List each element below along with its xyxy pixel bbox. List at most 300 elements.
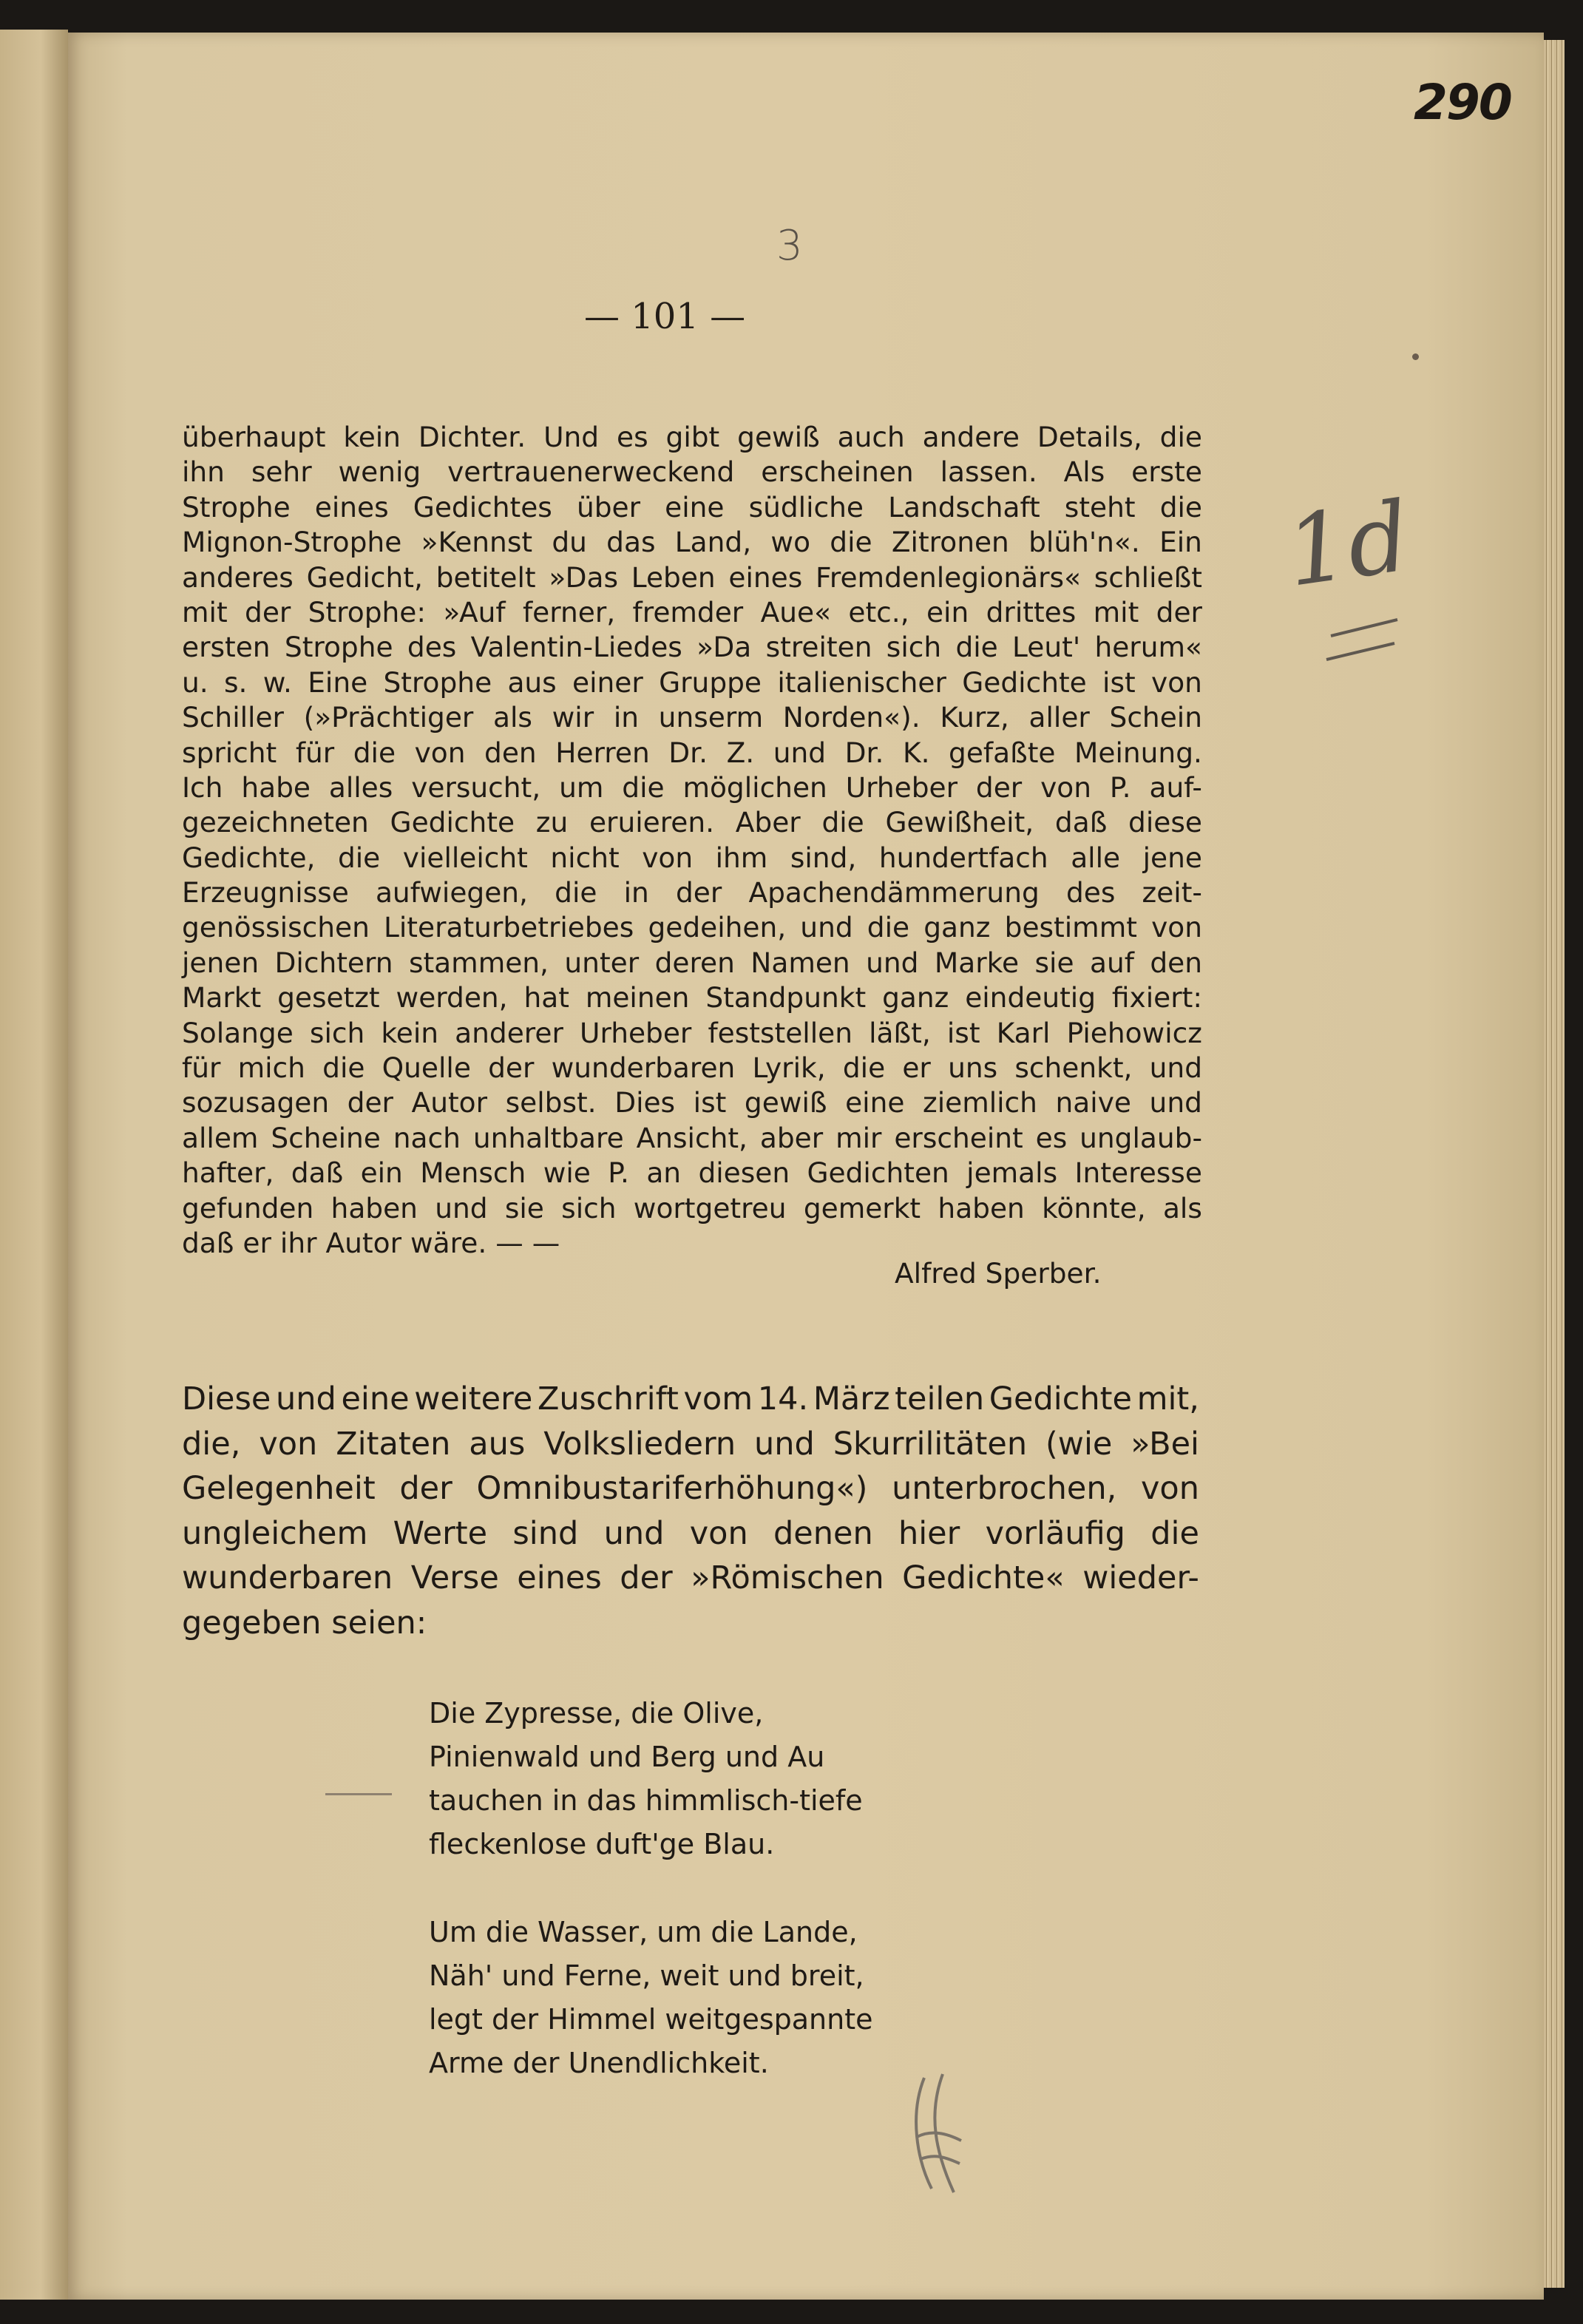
word: ihn <box>182 455 225 489</box>
word: Z. <box>726 736 755 769</box>
word: wunderbaren <box>182 1559 393 1596</box>
intro-text-line <box>182 1556 1199 1601</box>
body-text-line <box>182 1121 1202 1156</box>
word: die, <box>182 1425 241 1463</box>
word: für <box>295 736 335 769</box>
word: sich <box>309 1016 365 1049</box>
word: und <box>866 946 919 979</box>
word: die <box>322 1051 365 1085</box>
word: Aue« <box>760 595 832 629</box>
word: die <box>1150 1514 1199 1552</box>
word: zu <box>535 806 569 839</box>
word: Valentin-Liedes <box>470 631 682 664</box>
word: genössischen <box>182 911 370 944</box>
archive-folio-number: 290 <box>1414 74 1511 131</box>
pencil-scribble <box>902 2070 969 2196</box>
word: den <box>1150 946 1202 979</box>
word: Leben <box>631 560 716 594</box>
word: Diese <box>182 1380 271 1417</box>
poem-verse: Um die Wasser, um die Lande, <box>429 1916 858 1948</box>
word: Scheine <box>271 1121 381 1154</box>
word: fixiert: <box>1111 981 1202 1014</box>
body-text-line <box>182 1016 1202 1051</box>
word: die <box>830 526 872 559</box>
word: sind, <box>790 841 857 874</box>
poem-verse: tauchen in das himmlisch-tiefe <box>429 1784 863 1817</box>
body-text-line <box>182 1226 1202 1261</box>
word: fremder <box>632 595 744 629</box>
word: es <box>617 421 648 453</box>
word: Markt <box>182 981 262 1014</box>
word: seien: <box>331 1604 427 1642</box>
word: deren <box>654 946 735 979</box>
word: haben <box>331 1191 418 1224</box>
word: vielleicht <box>402 841 528 874</box>
word: ein <box>360 1156 403 1190</box>
word: Interesse <box>1074 1156 1202 1190</box>
intro-text-line <box>182 1466 1199 1511</box>
word: bestimmt <box>1004 911 1137 944</box>
word: wie <box>543 1156 591 1190</box>
word: Fremdenlegionärs« <box>816 560 1082 594</box>
word: könnte, <box>1042 1191 1146 1224</box>
body-text-line <box>182 665 1202 700</box>
word: von <box>689 1514 748 1552</box>
word: Strophe <box>383 665 492 699</box>
word: ganz <box>882 981 949 1014</box>
word: und <box>754 1425 815 1463</box>
word: die <box>1159 490 1202 524</box>
word: hafter, <box>182 1156 274 1190</box>
word: Als <box>1063 455 1105 489</box>
word: Gedichte <box>962 665 1087 699</box>
poem-verse: Arme der Unendlichkeit. <box>429 2047 769 2079</box>
poem-verse: fleckenlose duft'ge Blau. <box>429 1828 775 1860</box>
signature: Alfred Sperber. <box>895 1257 1102 1290</box>
word: allem <box>182 1121 259 1154</box>
word: spricht <box>182 736 277 769</box>
word: März <box>813 1380 890 1417</box>
word: wunderbaren <box>551 1051 736 1085</box>
word: aus <box>507 665 557 699</box>
word: jemals <box>966 1156 1058 1190</box>
word: Meinung. <box>1074 736 1202 769</box>
word: eruieren. <box>589 806 715 839</box>
word: der <box>245 595 291 629</box>
word: von <box>1151 911 1202 944</box>
word: gedeihen, <box>648 911 787 944</box>
body-text-line <box>182 770 1202 805</box>
word: den <box>484 736 537 769</box>
word: »Auf <box>443 595 506 629</box>
word: Strophe: <box>308 595 426 629</box>
word: versucht, <box>411 770 541 804</box>
word: Herren <box>555 736 650 769</box>
word: alle <box>1071 841 1121 874</box>
word: nicht <box>550 841 620 874</box>
word: die <box>955 631 998 664</box>
word: Zuschrift <box>537 1380 679 1417</box>
body-text-line <box>182 1191 1202 1226</box>
word: sie <box>504 1191 544 1224</box>
word: Skurrilitäten <box>833 1425 1028 1463</box>
word: Solange <box>182 1016 294 1049</box>
word: es <box>1035 1121 1068 1154</box>
word: Dr. <box>668 736 708 769</box>
word: und <box>1149 1051 1202 1085</box>
word: K. <box>902 736 930 769</box>
word: mit <box>1093 595 1139 629</box>
word: auf <box>1089 946 1134 979</box>
word: ihr <box>279 1226 317 1259</box>
body-text-line <box>182 841 1202 875</box>
word: über <box>576 490 641 524</box>
word: die <box>842 1051 886 1085</box>
word: Erzeugnisse <box>182 876 349 909</box>
word: gewiß <box>744 1086 827 1119</box>
word: Dichter. <box>418 421 526 453</box>
word: der <box>347 1086 393 1119</box>
word: für <box>182 1051 221 1085</box>
word: Zitaten <box>336 1425 451 1463</box>
word: daß <box>291 1156 344 1190</box>
poem-verse: legt der Himmel weitgespannte <box>429 2003 873 2036</box>
word: selbst. <box>505 1086 597 1119</box>
word: ganz <box>923 911 991 944</box>
word: steht <box>1064 490 1136 524</box>
word: habe <box>241 770 311 804</box>
word: etc., <box>848 595 909 629</box>
word: blüh'n«. <box>1028 526 1140 559</box>
word: als <box>1162 1191 1202 1224</box>
word: Gedichte, <box>182 841 316 874</box>
word: Land, <box>674 526 752 559</box>
word: Landschaft <box>888 490 1040 524</box>
body-text-line <box>182 595 1202 630</box>
word: schenkt, <box>1014 1051 1133 1085</box>
word: Mignon-Strophe <box>182 526 402 559</box>
word: Literaturbetriebes <box>384 911 634 944</box>
pencil-dash <box>325 1793 392 1795</box>
word: aufwiegen, <box>375 876 528 909</box>
word: Ein <box>1159 526 1202 559</box>
word: unserm <box>658 701 764 734</box>
word: er <box>902 1051 931 1085</box>
word: P. <box>1109 770 1131 804</box>
word: Gruppe <box>659 665 762 699</box>
word: und <box>800 911 853 944</box>
word: die <box>555 876 597 909</box>
word: diese <box>1128 806 1202 839</box>
word: Gedichte <box>989 1380 1132 1417</box>
word: nach <box>393 1121 461 1154</box>
word: Ansicht, <box>636 1121 748 1154</box>
word: alles <box>328 770 393 804</box>
word: drittes <box>986 595 1077 629</box>
word: haben <box>938 1191 1025 1224</box>
word: »Da <box>696 631 752 664</box>
word: wieder- <box>1082 1559 1199 1596</box>
word: von <box>259 1425 318 1463</box>
word: hier <box>898 1514 960 1552</box>
word: er <box>243 1226 271 1259</box>
word: meinen <box>585 981 690 1014</box>
word: sich <box>561 1191 617 1224</box>
body-text-line <box>182 946 1202 980</box>
word: vertrauenerweckend <box>447 455 735 489</box>
word: w. <box>262 665 292 699</box>
word: »Das <box>549 560 618 594</box>
word: und <box>1149 1086 1202 1119</box>
word: erscheinen <box>761 455 914 489</box>
word: der <box>675 876 722 909</box>
word: einer <box>572 665 643 699</box>
intro-text-line <box>182 1377 1199 1422</box>
pencil-dot <box>1412 353 1419 360</box>
word: die <box>337 841 381 874</box>
word: auf- <box>1149 770 1202 804</box>
body-text-line <box>182 455 1202 489</box>
word: ungleichem <box>182 1514 368 1552</box>
word: diesen <box>698 1156 790 1190</box>
word: und <box>276 1380 336 1417</box>
body-text-line <box>182 700 1202 735</box>
word: (»Prächtiger <box>303 701 474 734</box>
word: eines <box>314 490 389 524</box>
word: jenen <box>182 946 260 979</box>
word: südliche <box>748 490 864 524</box>
word: das <box>606 526 656 559</box>
word: Ich <box>182 770 223 804</box>
word: »Römischen <box>691 1559 884 1596</box>
word: wo <box>770 526 811 559</box>
word: Omnibustariferhöhung«) <box>476 1470 868 1507</box>
word: der <box>975 770 1023 804</box>
word: Marke <box>934 946 1020 979</box>
word: Norden«). <box>782 701 921 734</box>
poem <box>429 1692 1020 2130</box>
word: Gedichten <box>807 1156 949 1190</box>
intro-text-line <box>182 1422 1199 1467</box>
word: ein <box>926 595 969 629</box>
word: sie <box>1034 946 1074 979</box>
body-text-line <box>182 490 1202 525</box>
word: ihm <box>715 841 768 874</box>
word: von <box>1140 1470 1199 1507</box>
word: Strophe <box>182 490 291 524</box>
word: wortgetreu <box>633 1191 787 1224</box>
word: Und <box>543 421 600 453</box>
word: Leut' <box>1012 631 1081 664</box>
pencil-annotation-top: 3 <box>776 222 803 270</box>
word: eine <box>845 1086 905 1119</box>
word: — <box>495 1226 523 1259</box>
word: Eine <box>308 665 368 699</box>
word: Dichtern <box>274 946 393 979</box>
word: erste <box>1131 455 1202 489</box>
word: auch <box>837 421 905 453</box>
word: eindeutig <box>965 981 1096 1014</box>
word: Schiller <box>182 701 284 734</box>
body-text-line <box>182 420 1202 455</box>
word: gefaßte <box>949 736 1056 769</box>
word: Gelegenheit <box>182 1470 376 1507</box>
word: wenig <box>338 455 421 489</box>
word: ersten <box>182 631 271 664</box>
poem-verse: Die Zypresse, die Olive, <box>429 1697 764 1730</box>
word: sind <box>512 1514 579 1552</box>
word: unglaub- <box>1079 1121 1202 1154</box>
word: denen <box>773 1514 873 1552</box>
word: gewiß <box>737 421 820 453</box>
word: an <box>646 1156 682 1190</box>
word: uns <box>948 1051 998 1085</box>
word: anderer <box>455 1016 563 1049</box>
word: von <box>1040 770 1092 804</box>
word: ist <box>693 1086 727 1119</box>
word: Details, <box>1037 421 1142 453</box>
poem-stanza <box>429 1692 1020 1866</box>
intro-text-line <box>182 1511 1199 1556</box>
left-page-edge <box>0 30 68 2300</box>
word: die <box>821 806 864 839</box>
word: anderes <box>182 560 294 594</box>
word: Zitronen <box>891 526 1009 559</box>
word: Urheber <box>580 1016 692 1049</box>
word: Gedicht, <box>306 560 423 594</box>
body-text-line <box>182 980 1202 1015</box>
word: wäre. <box>410 1226 487 1259</box>
word: unhaltbare <box>472 1121 624 1154</box>
page-number: — 101 — <box>584 296 746 337</box>
word: vom <box>683 1380 753 1417</box>
word: kein <box>343 421 401 453</box>
body-text-line <box>182 910 1202 945</box>
poem-stanza <box>429 1911 1020 2085</box>
body-text-line <box>182 805 1202 840</box>
word: um <box>559 770 604 804</box>
word: stammen, <box>408 946 549 979</box>
word: (wie <box>1045 1425 1113 1463</box>
word: ferner, <box>522 595 616 629</box>
word: mit, <box>1136 1380 1199 1417</box>
word: P. <box>608 1156 629 1190</box>
word: Lyrik, <box>752 1051 826 1085</box>
word: Quelle <box>382 1051 471 1085</box>
word: die <box>1159 421 1202 453</box>
word: »Bei <box>1131 1425 1199 1463</box>
word: überhaupt <box>182 421 326 453</box>
word: von <box>642 841 694 874</box>
word: läßt, <box>869 1016 931 1049</box>
word: Dr. <box>844 736 884 769</box>
word: die <box>353 736 396 769</box>
word: teilen <box>895 1380 985 1417</box>
word: eine <box>341 1380 410 1417</box>
word: sich <box>886 631 942 664</box>
word: Gewißheit, <box>885 806 1034 839</box>
word: in <box>613 701 639 734</box>
word: aller <box>1028 701 1090 734</box>
word: Gedichte <box>390 806 515 839</box>
word: daß <box>182 1226 234 1259</box>
word: unter <box>564 946 640 979</box>
word: Mensch <box>420 1156 526 1190</box>
word: Volksliedern <box>543 1425 736 1463</box>
word: ist <box>946 1016 980 1049</box>
word: des <box>1065 876 1116 909</box>
poem-verse: Näh' und Ferne, weit und breit, <box>429 1959 864 1992</box>
word: hat <box>523 981 569 1014</box>
word: Standpunkt <box>705 981 867 1014</box>
word: ist <box>1102 665 1136 699</box>
body-text-line <box>182 1085 1202 1120</box>
poem-verse: Pinienwald und Berg und Au <box>429 1741 825 1773</box>
word: — <box>532 1226 560 1259</box>
word: du <box>552 526 587 559</box>
body-text-line <box>182 525 1202 560</box>
body-text-line <box>182 560 1202 595</box>
word: Autor <box>411 1086 488 1119</box>
word: gegeben <box>182 1604 322 1642</box>
intro-text-line <box>182 1601 1199 1646</box>
word: mir <box>835 1121 882 1154</box>
word: ziemlich <box>923 1086 1037 1119</box>
word: und <box>435 1191 488 1224</box>
word: Apachendämmerung <box>748 876 1040 909</box>
word: der <box>488 1051 535 1085</box>
word: mit <box>182 595 228 629</box>
word: werden, <box>396 981 508 1014</box>
word: lassen. <box>940 455 1037 489</box>
word: gibt <box>665 421 720 453</box>
word: der <box>620 1559 673 1596</box>
word: Karl <box>996 1016 1051 1049</box>
word: als <box>493 701 532 734</box>
word: in <box>623 876 649 909</box>
word: streiten <box>765 631 872 664</box>
word: des <box>407 631 457 664</box>
body-text-line <box>182 875 1202 910</box>
letter-body <box>182 420 1202 1261</box>
word: jene <box>1142 841 1202 874</box>
word: Dies <box>614 1086 676 1119</box>
word: Urheber <box>845 770 958 804</box>
word: daß <box>1054 806 1108 839</box>
word: eines <box>728 560 803 594</box>
word: aus <box>469 1425 526 1463</box>
word: weitere <box>414 1380 533 1417</box>
word: Gedichtes <box>413 490 552 524</box>
editorial-intro <box>182 1377 1199 1645</box>
word: von <box>1151 665 1202 699</box>
word: sozusagen <box>182 1086 330 1119</box>
word: vorläufig <box>985 1514 1125 1552</box>
body-text-line <box>182 630 1202 665</box>
word: und <box>603 1514 665 1552</box>
body-text-line <box>182 1156 1202 1190</box>
word: herum« <box>1094 631 1202 664</box>
word: gefunden <box>182 1191 314 1224</box>
word: 14. <box>757 1380 809 1417</box>
word: sehr <box>251 455 312 489</box>
word: Gedichte« <box>902 1559 1065 1596</box>
word: von <box>414 736 466 769</box>
body-text-line <box>182 1051 1202 1085</box>
word: zeit- <box>1142 876 1202 909</box>
word: und <box>773 736 827 769</box>
word: andere <box>922 421 1020 453</box>
